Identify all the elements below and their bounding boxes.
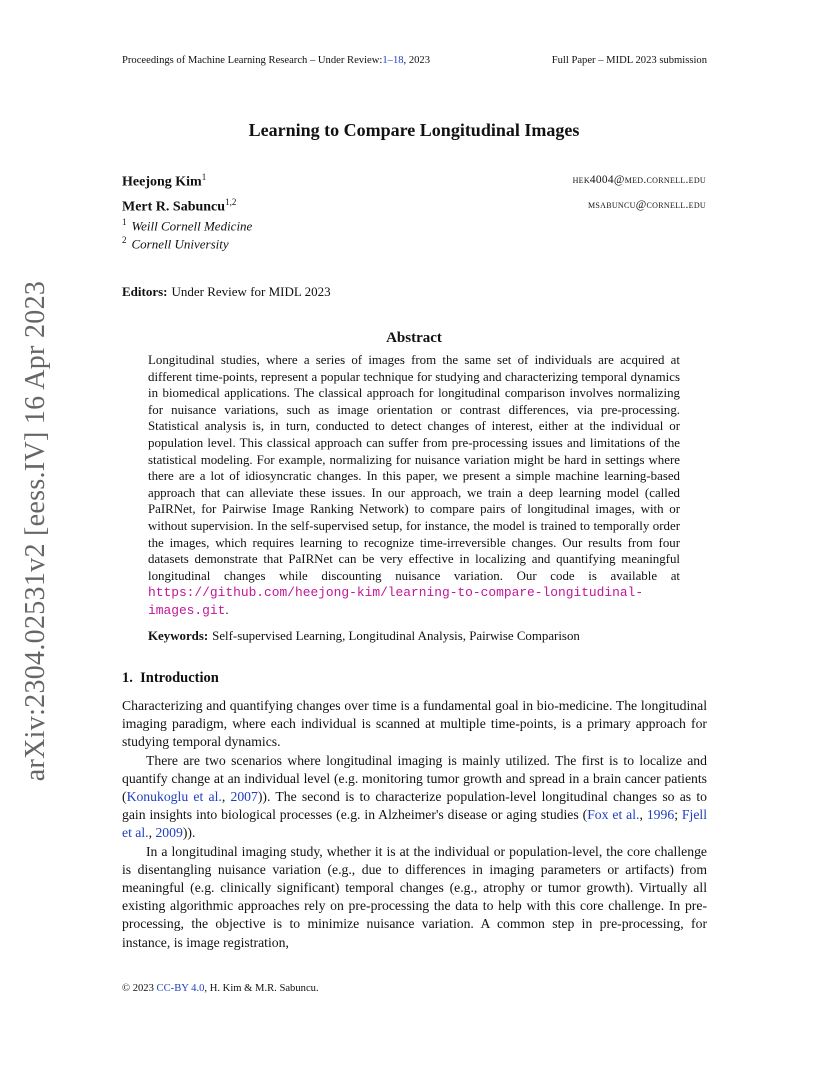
license-link[interactable]: CC-BY 4.0 bbox=[156, 983, 205, 994]
abstract-body: Longitudinal studies, where a series of images from the same set of individuals are acquired at different time-points, represent a popular technique for studying and characterizing temporal dynamics in biomedical applications. The classical approach for longitudinal comparison involves normalizing for nuisance variations, such as image orientation or contrast differences, via pre-processing. Statistical analysis is, in turn, conducted to detect changes of interest, either at the individual or population level. This classical approach can suffer from pre-processing issues and limitations of the statistical modeling. For example, normalizing for nuisance variation might be hard in settings where there are a lot of idiosyncratic changes. In this paper, we present a simple machine learning-based approach that can alleviate these issues. In our approach, we train a deep learning model (called PaIRNet, for Pairwise Image Ranking Network) to compare pairs of longitudinal images, with or without supervision. In the self-supervised setup, for instance, the model is trained to temporally order the images, which requires learning to recognize time-irreversible changes. Our results from four datasets demonstrate that PaIRNet can be very effective in localizing and quantifying meaningful longitudinal changes while discounting nuisance variation. Our code is available at https://github.com/heejong-kim/learning-to-compare-longitudinal-images.git. bbox=[148, 353, 680, 618]
keywords-line: Keywords: Self-supervised Learning, Longitudinal Analysis, Pairwise Comparison bbox=[148, 629, 580, 643]
intro-paragraph-3: In a longitudinal imaging study, whether it is at the individual or population-level, the core challenge is disentangling nuisance variation (e.g., due to differences in imaging parameters or artifacts) from meaningful (e.g. clinically significant) temporal changes (e.g., atrophy or tumor growth). Virtually all existing algorithmic approaches rely on pre-processing the data to help with this core challenge. In pre-processing, the objective is to minimize nuisance variation. A common step in pre-processing, for instance, is image registration, bbox=[122, 843, 707, 950]
citation-fjell-year[interactable]: 2009 bbox=[155, 825, 183, 841]
citation-fjell[interactable]: Fjell et al. bbox=[122, 807, 708, 841]
citation-konukoglu[interactable]: Konukoglu et al. bbox=[126, 789, 222, 805]
abstract-heading: Abstract bbox=[386, 330, 442, 346]
proceedings-line: Proceedings of Machine Learning Research – Under Review:1–18, 2023 bbox=[122, 55, 431, 66]
citation-fox-year[interactable]: 1996 bbox=[646, 807, 675, 823]
paper-title: Learning to Compare Longitudinal Images bbox=[248, 120, 580, 140]
introduction-body bbox=[122, 697, 707, 952]
submission-note: Full Paper – MIDL 2023 submission bbox=[551, 55, 707, 66]
intro-paragraph-2: There are two scenarios where longitudinal imaging is mainly utilized. The first is to localize and quantify change at an individual level (e.g. monitoring tumor growth and spread in a brain cancer patients (Konukoglu et al., 2007)). The second is to characterize population-level longitudinal changes so as to gain insights into biological processes (e.g. in Alzheimer's disease or aging studies (Fox et al., 1996; Fjell et al., 2009)). bbox=[122, 752, 708, 841]
author-2-email[interactable]: msabuncu@cornell.edu bbox=[587, 199, 706, 211]
affiliation-1: $^1$ Weill Cornell Medicine bbox=[122, 217, 253, 234]
editors-line: Editors: Under Review for MIDL 2023 bbox=[122, 284, 331, 299]
code-url-link[interactable]: https://github.com/heejong-kim/learning-to-compare-longitudinal-images.git bbox=[148, 585, 644, 618]
section-heading: 1. Introduction bbox=[122, 670, 219, 686]
arxiv-stamp: arXiv:2304.02531v2 [eess.IV] 16 Apr 2023 bbox=[20, 280, 51, 782]
page-range-link[interactable]: 1–18 bbox=[382, 55, 404, 66]
author-1-email[interactable]: hek4004@med.cornell.edu bbox=[572, 174, 706, 186]
citation-konukoglu-year[interactable]: 2007 bbox=[230, 789, 258, 805]
citation-fox[interactable]: Fox et al. bbox=[587, 807, 640, 823]
author-2: Mert R. Sabuncu$^{1,2}$ bbox=[122, 197, 237, 215]
copyright-footer: © 2023 CC-BY 4.0, H. Kim & M.R. Sabuncu. bbox=[122, 983, 319, 994]
affiliation-2: $^2$ Cornell University bbox=[122, 235, 229, 252]
author-1: Heejong Kim$^1$ bbox=[122, 172, 207, 190]
intro-paragraph-1: Characterizing and quantifying changes over time is a fundamental goal in bio-medicine. The longitudinal imaging paradigm, where each individual is scanned at multiple time-points, is a primary approach for studying temporal dynamics. bbox=[122, 698, 707, 750]
